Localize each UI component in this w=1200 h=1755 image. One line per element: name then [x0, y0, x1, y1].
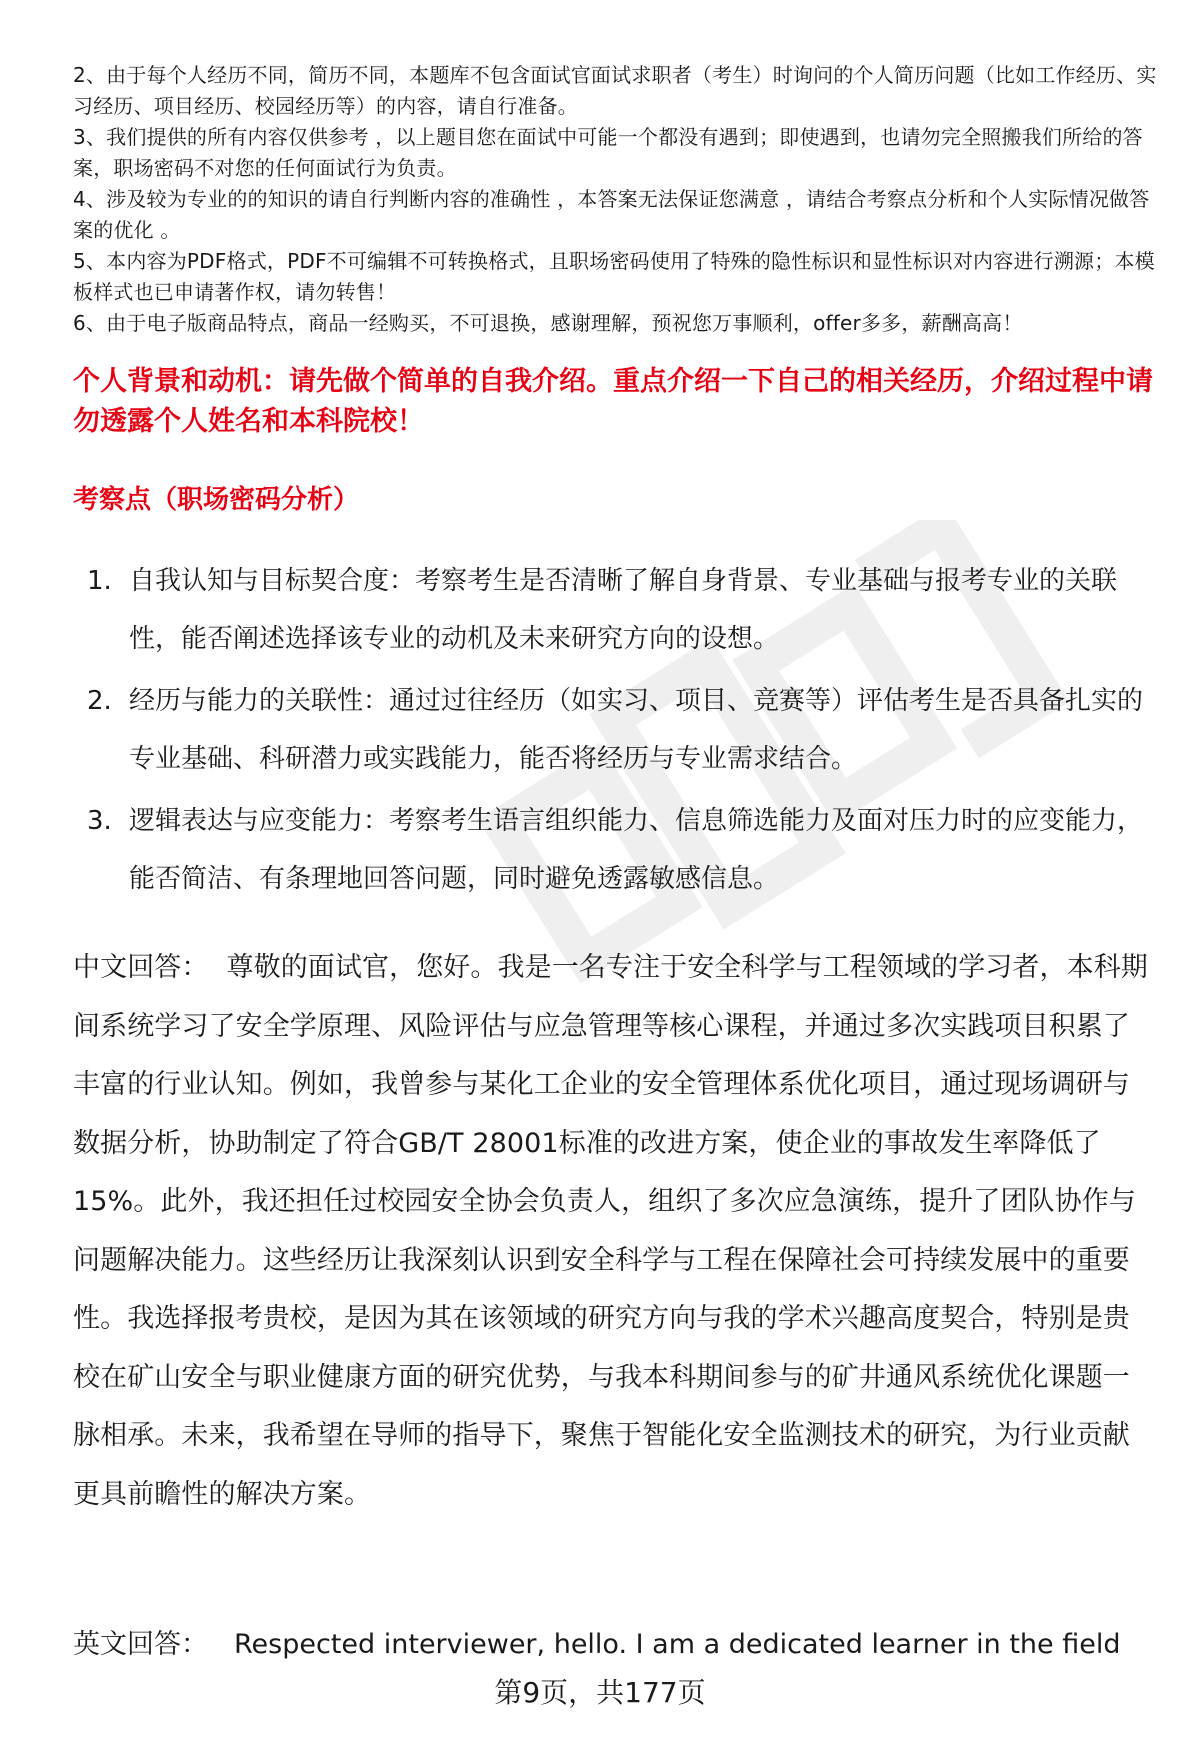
analysis-item-number: 2. [87, 686, 112, 716]
english-answer-text: Respected interviewer, hello. I am a dedicated learner in the field [234, 1629, 1121, 1660]
analysis-item-text: 自我认知与目标契合度：考察考生是否清晰了解自身背景、专业基础与报考专业的关联性，能否阐述选择该专业的动机及未来研究方向的设想。 [129, 566, 1118, 654]
disclaimer-notes [73, 60, 1163, 339]
english-answer [73, 1625, 1163, 1665]
note-item: 2、由于每个人经历不同，简历不同，本题库不包含面试官面试求职者（考生）时询问的个人简历问题（比如工作经历、实习经历、项目经历、校园经历等）的内容，请自行准备。 [73, 63, 1157, 118]
analysis-item [73, 552, 1153, 668]
note-item: 4、涉及较为专业的的知识的请自行判断内容的准确性 ，本答案无法保证您满意 ，请结合考察点分析和个人实际情况做答案的优化 。 [73, 187, 1150, 242]
english-answer-label: 英文回答： [73, 1629, 208, 1660]
note-item: 3、我们提供的所有内容仅供参考 ，以上题目您在面试中可能一个都没有遇到；即使遇到，也请勿完全照搬我们所给的答案，职场密码不对您的任何面试行为负责。 [73, 125, 1143, 180]
chinese-answer-text: 尊敬的面试官，您好。我是一名专注于安全科学与工程领域的学习者，本科期间系统学习了安全学原理、风险评估与应急管理等核心课程，并通过多次实践项目积累了丰富的行业认知。例如，我曾参与某化工企业的安全管理体系优化项目，通过现场调研与数据分析，协助制定了符合GB/T 28001标准的改进方案，使企业的事故发生率降低了15%。此外，我还担任过校园安全协会负责人，组织了多次应急演练，提升了团队协作与问题解决能力。这些经历让我深刻认识到安全科学与工程在保障社会可持续发展中的重要性。我选择报考贵校，是因为其在该领域的研究方向与我的学术兴趣高度契合，特别是贵校在矿山安全与职业健康方面的研究优势，与我本科期间参与的矿井通风系统优化课题一脉相承。未来，我希望在导师的指导下，聚焦于智能化安全监测技术的研究，为行业贡献更具前瞻性的解决方案。 [73, 952, 1148, 1510]
analysis-item [73, 672, 1153, 788]
analysis-item-number: 3. [87, 806, 112, 836]
analysis-list [73, 552, 1153, 912]
note-item: 5、本内容为PDF格式，PDF不可编辑不可转换格式，且职场密码使用了特殊的隐性标识和显性标识对内容进行溯源；本模板样式也已申请著作权，请勿转售！ [73, 249, 1155, 304]
chinese-answer-label: 中文回答： [73, 952, 209, 983]
analysis-item-number: 1. [87, 566, 112, 596]
analysis-item [73, 792, 1153, 908]
chinese-answer [73, 939, 1153, 1524]
note-item: 6、由于电子版商品特点，商品一经购买，不可退换，感谢理解，预祝您万事顺利，offer多多，薪酬高高！ [73, 311, 1023, 335]
page-number: 第9页，共177页 [494, 1676, 706, 1709]
analysis-title: 考察点（职场密码分析） [73, 485, 360, 515]
analysis-item-text: 逻辑表达与应变能力：考察考生语言组织能力、信息筛选能力及面对压力时的应变能力，能否简洁、有条理地回答问题，同时避免透露敏感信息。 [129, 806, 1144, 894]
analysis-item-text: 经历与能力的关联性：通过过往经历（如实习、项目、竞赛等）评估考生是否具备扎实的专业基础、科研潜力或实践能力，能否将经历与专业需求结合。 [129, 686, 1144, 774]
question-title: 个人背景和动机：请先做个简单的自我介绍。重点介绍一下自己的相关经历，介绍过程中请勿透露个人姓名和本科院校！ [73, 366, 1153, 437]
